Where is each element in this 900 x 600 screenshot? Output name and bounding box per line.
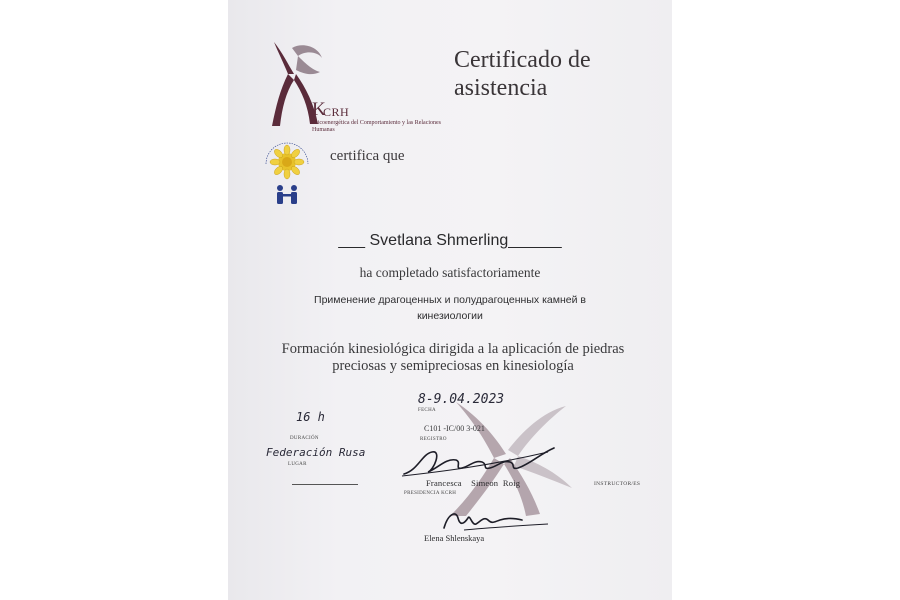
institute-logo-icon — [262, 138, 312, 208]
signature-francesca — [398, 440, 558, 480]
certificate-title: Certificado de asistencia — [454, 47, 591, 101]
signature-elena — [434, 504, 554, 534]
org-abbrev: CRH — [323, 105, 350, 119]
date-value: 8-9.04.2023 — [418, 392, 505, 407]
recipient-name: ___ Svetlana Shmerling______ — [338, 232, 562, 249]
signer1-name: Francesca Simeon Roig — [426, 478, 521, 488]
duration-value: 16 h — [296, 410, 325, 424]
place-label: LUGAR — [288, 462, 307, 467]
certifies-that: certifica que — [330, 148, 405, 164]
course-title-spanish: Formación kinesiológica dirigida a la aplicación de piedras preciosas y semipreciosas en kinesiología — [281, 341, 625, 374]
divider-line — [292, 484, 358, 485]
date-label: FECHA — [418, 408, 436, 413]
instructor-label: INSTRUCTOR/ES — [594, 481, 641, 487]
org-full-name: Psicoenergética del Comportamiento y las Relaciones Humanas — [312, 120, 442, 133]
signer2-name: Elena Shlenskaya — [424, 533, 485, 543]
place-value: Federación Rusa — [266, 446, 366, 459]
duration-label: DURACIÓN — [290, 436, 319, 441]
completion-statement: ha completado satisfactoriamente — [359, 265, 541, 280]
registry-value: C101 -IC/00 3-021 — [424, 424, 485, 433]
org-abbrev-letter: K — [312, 99, 326, 120]
course-title-russian: Применение драгоценных и полудрагоценных камней в кинезиологии — [314, 294, 586, 322]
registry-label: REGISTRO — [420, 437, 447, 442]
signer1-role: PRESIDENCIA KCRH — [404, 491, 457, 496]
certificate-paper — [228, 0, 672, 600]
